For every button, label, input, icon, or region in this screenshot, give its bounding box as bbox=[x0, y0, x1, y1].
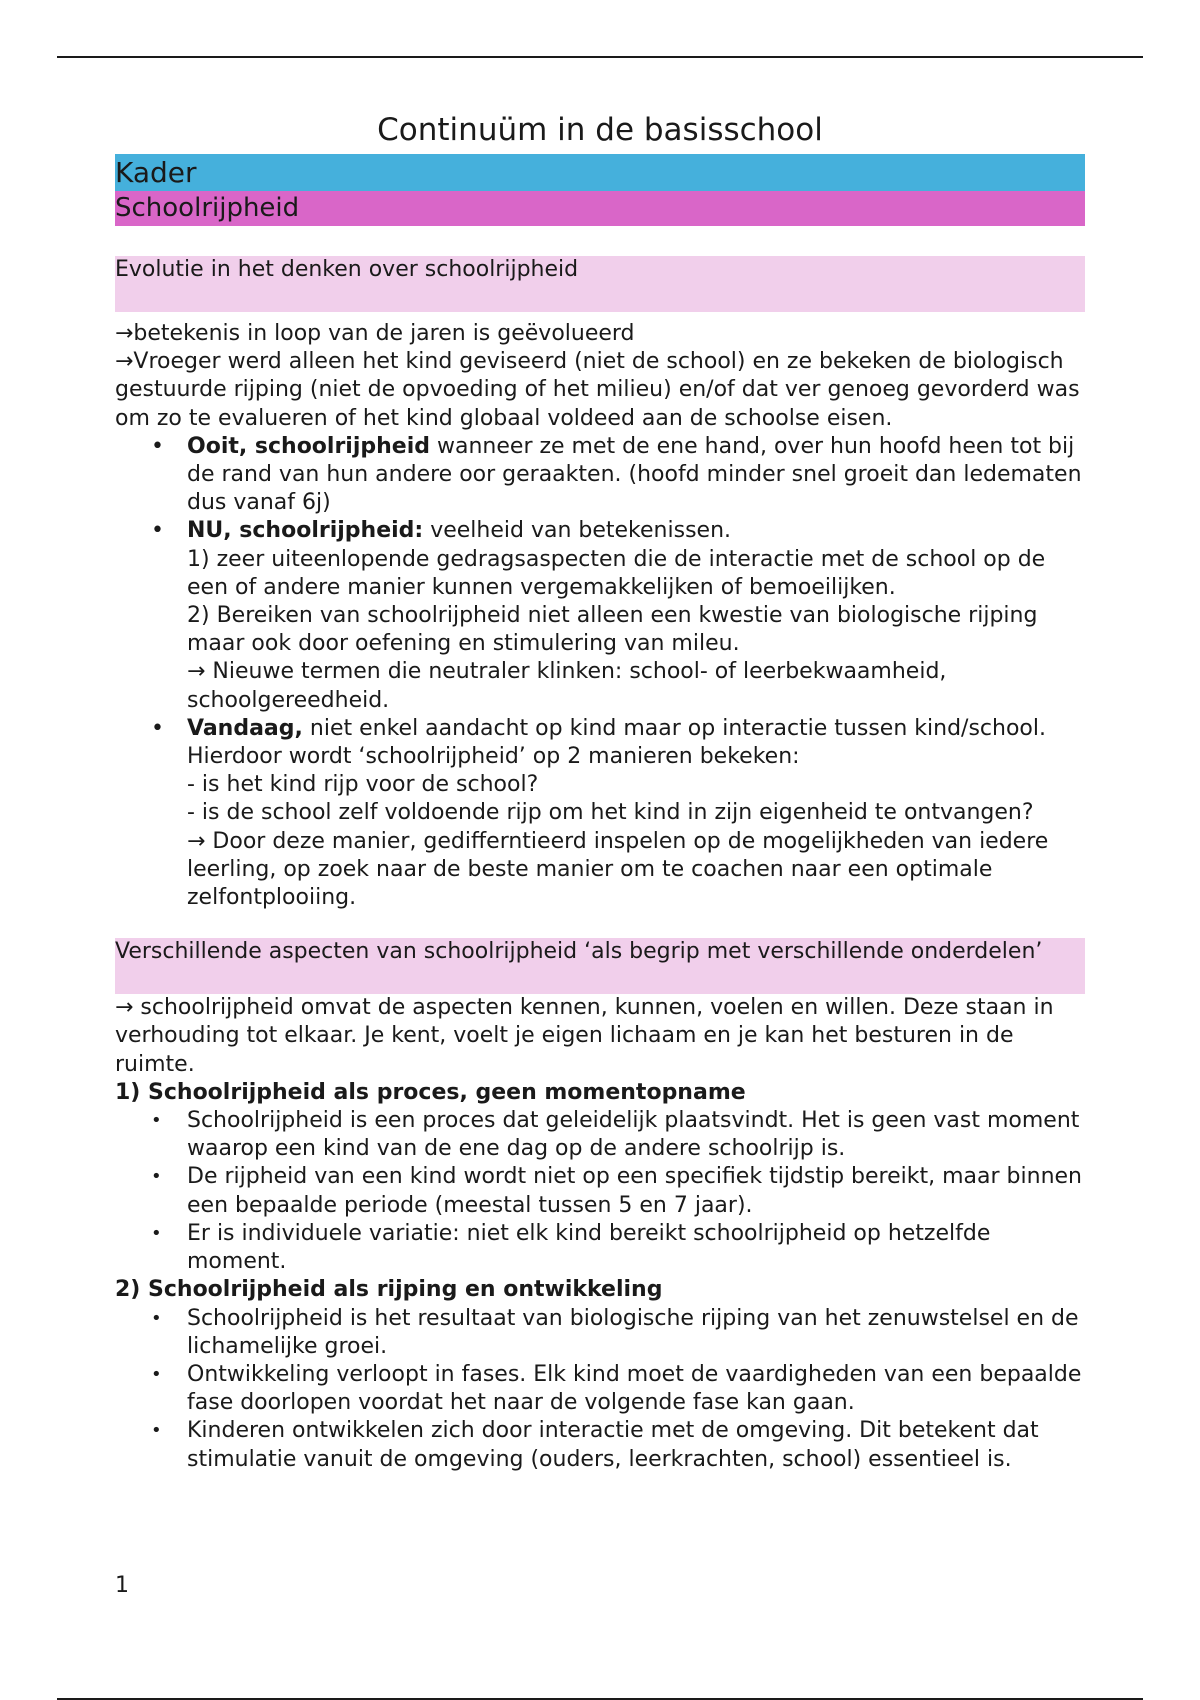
list-item-text: De rijpheid van een kind wordt niet op een specifiek tijdstip bereikt, maar binnen een bepaalde periode (meestal tussen 5 en 7 jaar). bbox=[187, 1164, 1082, 1218]
list-item bbox=[115, 1107, 1085, 1163]
section2-intro: → schoolrijpheid omvat de aspecten kennen, kunnen, voelen en willen. Deze staan in verhouding tot elkaar. Je kent, voelt je eigen lichaam en je kan het besturen in de ruimte. bbox=[115, 995, 1054, 1077]
bullet-subline: → Door deze manier, gedifferntieerd inspelen op de mogelijkheden van iedere leerling, op zoek naar de beste manier om te coachen naar een optimale zelfontplooiing. bbox=[187, 828, 1049, 911]
bullet-icon: • bbox=[151, 1363, 162, 1385]
sub2-title: 2) Schoolrijpheid als rijping en ontwikkeling bbox=[115, 1277, 663, 1303]
list-item bbox=[115, 1361, 1085, 1417]
bullet-subline: 1) zeer uiteenlopende gedragsaspecten die de interactie met de school op de een of andere manier kunnen vergemakkelijken of bemoeilijken. bbox=[187, 546, 1046, 600]
list-item bbox=[115, 517, 1085, 714]
list-item-text: Ontwikkeling verloopt in fases. Elk kind moet de vaardigheden van een bepaalde fase doorlopen voordat het naar de volgende fase kan gaan. bbox=[187, 1361, 1082, 1416]
section1-intro2: →Vroeger werd alleen het kind geviseerd (niet de school) en ze bekeken de biologisch gestuurde rijping (niet de opvoeding of het milieu) en/of dat ver genoeg gevorderd was om zo te evalueren of het kind globaal voldeed aan de schoolse eisen. bbox=[115, 349, 1080, 431]
bullet-subline: - is de school zelf voldoende rijp om het kind in zijn eigenheid te ontvangen? bbox=[187, 800, 1034, 826]
bullet-text: niet enkel aandacht op kind maar op interactie tussen kind/school. Hierdoor wordt ‘schoolrijpheid’ op 2 manieren bekeken: bbox=[187, 715, 1046, 770]
bullet-lead: NU, schoolrijpheid: bbox=[187, 518, 424, 544]
top-rule bbox=[57, 56, 1143, 58]
list-item-text: Kinderen ontwikkelen zich door interactie met de omgeving. Dit betekent dat stimulatie vanuit de omgeving (ouders, leerkrachten, school) essentieel is. bbox=[187, 1418, 1039, 1472]
sub1-list bbox=[115, 1107, 1085, 1276]
bullet-lead: Ooit, schoolrijpheid bbox=[187, 433, 431, 459]
list-item bbox=[115, 1305, 1085, 1361]
list-item-text: Schoolrijpheid is een proces dat geleidelijk plaatsvindt. Het is geen vast moment waarop een kind van de ene dag op de andere schoolrijp is. bbox=[187, 1108, 1080, 1162]
list-item bbox=[115, 433, 1085, 518]
section2-heading: Verschillende aspecten van schoolrijpheid ‘als begrip met verschillende onderdelen’ bbox=[115, 938, 1085, 994]
list-item bbox=[115, 1417, 1085, 1473]
schoolrijpheid-heading: Schoolrijpheid bbox=[115, 191, 1085, 226]
bullet-text: wanneer ze met de ene hand, over hun hoofd heen tot bij de rand van hun andere oor geraakten. (hoofd minder snel groeit dan ledematen dus vanaf 6j) bbox=[187, 433, 1082, 516]
list-item bbox=[115, 715, 1085, 912]
list-item-text: Schoolrijpheid is het resultaat van biologische rijping van het zenuwstelsel en de lichamelijke groei. bbox=[187, 1305, 1079, 1359]
bullet-icon: • bbox=[151, 1222, 162, 1244]
list-item bbox=[115, 1220, 1085, 1276]
bullet-icon: • bbox=[151, 1307, 162, 1329]
sub2-list bbox=[115, 1305, 1085, 1474]
bullet-icon: • bbox=[151, 518, 164, 544]
section1-intro1: →betekenis in loop van de jaren is geëvolueerd bbox=[115, 321, 635, 346]
bullet-icon: • bbox=[151, 1110, 162, 1132]
bullet-icon: • bbox=[151, 715, 164, 741]
page-number: 1 bbox=[115, 1573, 129, 1598]
page-title: Continuüm in de basisschool bbox=[377, 112, 823, 148]
bullet-lead: Vandaag, bbox=[187, 715, 303, 741]
bullet-subline: → Nieuwe termen die neutraler klinken: school- of leerbekwaamheid, schoolgereedheid. bbox=[187, 659, 947, 713]
list-item-text: Er is individuele variatie: niet elk kind bereikt schoolrijpheid op hetzelfde moment. bbox=[187, 1220, 991, 1275]
bullet-subline: 2) Bereiken van schoolrijpheid niet alleen een kwestie van biologische rijping maar ook door oefening en stimulering van mileu. bbox=[187, 603, 1038, 657]
section1-bullet-list bbox=[115, 433, 1085, 912]
bullet-icon: • bbox=[151, 1420, 162, 1442]
document-body bbox=[115, 110, 1085, 1474]
bullet-icon: • bbox=[151, 433, 164, 459]
sub1-title: 1) Schoolrijpheid als proces, geen momentopname bbox=[115, 1079, 746, 1105]
bullet-icon: • bbox=[151, 1166, 162, 1188]
kader-heading: Kader bbox=[115, 154, 1085, 191]
bullet-subline: - is het kind rijp voor de school? bbox=[187, 772, 539, 798]
bullet-text: veelheid van betekenissen. bbox=[423, 518, 732, 544]
list-item bbox=[115, 1163, 1085, 1219]
section1-heading: Evolutie in het denken over schoolrijpheid bbox=[115, 256, 1085, 312]
